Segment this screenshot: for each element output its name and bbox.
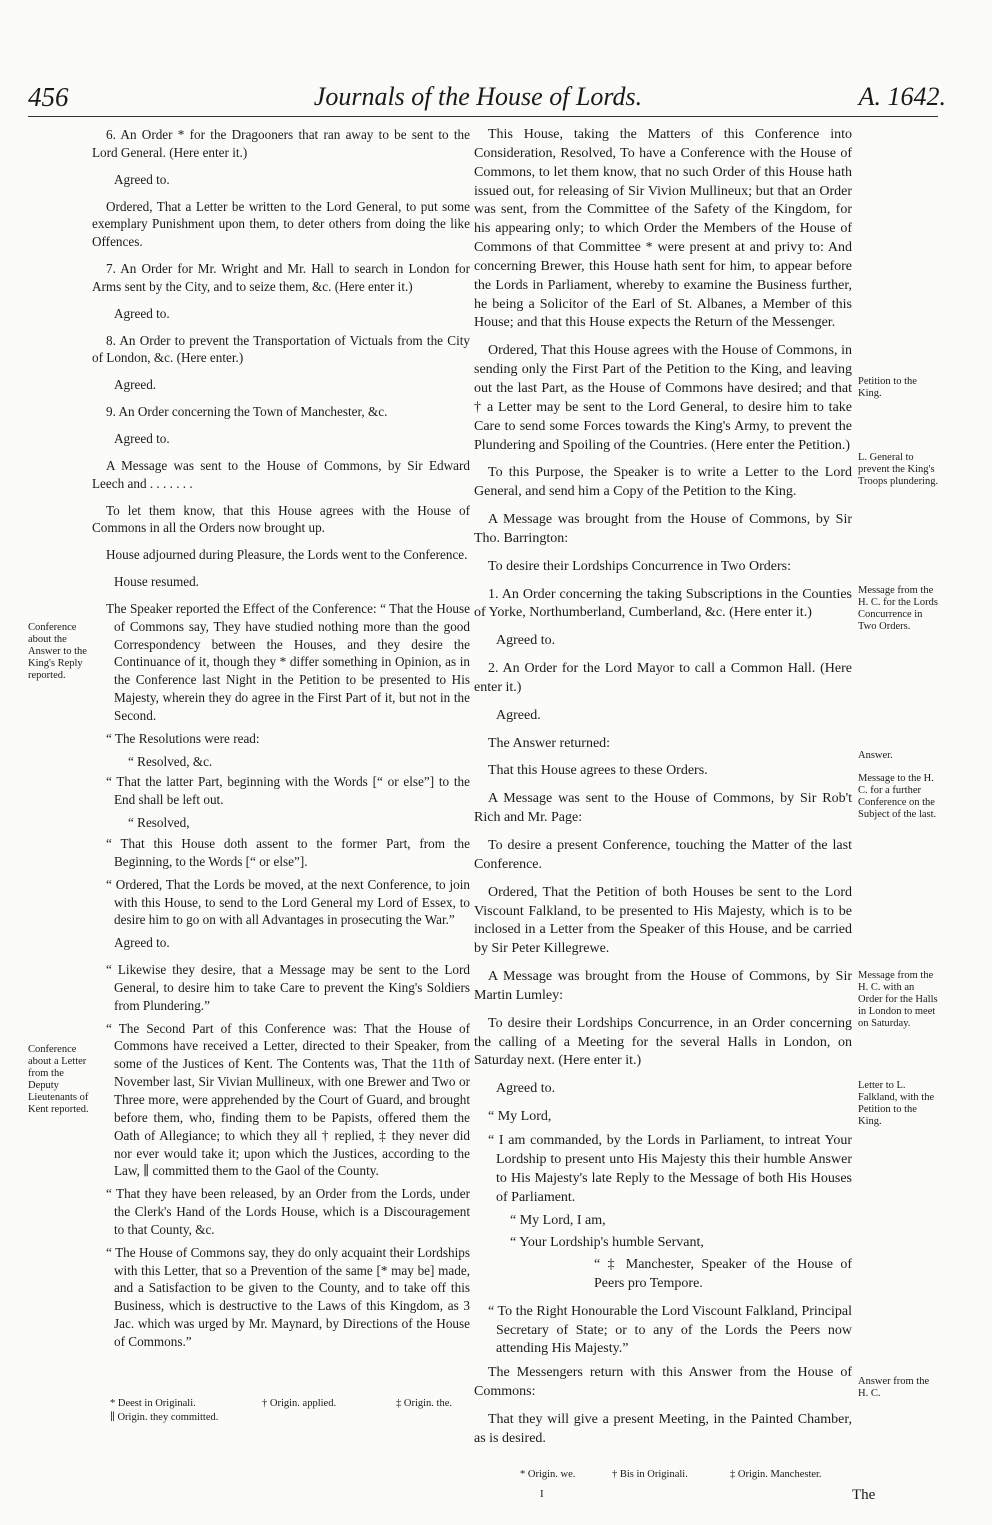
paragraph: This House, taking the Matters of this Conference into Consideration, Resolved, To have a Conference with the House of Commons, to let them know, that no such Order of this House hath issued out, for releasing of Sir Vivion Mullineux; but that an Order was sent, from the Committee of the Safety of the Kingdom, for his appearing only; to which Order the Members of the House of Commons of that Committee * were present at and privy to: And concerning Brewer, this House hath sent for him, to appear before the Lords in Parliament, whereby to examine the Business further, he being a Solicitor of the Earl of St. Albanes, a Member of this House; and that this House expects the Return of the Messenger. [474, 127, 852, 331]
margin-note: Conference about the Answer to the King's Reply reported. [28, 622, 87, 681]
page-header [28, 82, 946, 118]
right-column [474, 126, 852, 1458]
paragraph: The Answer returned: [488, 735, 611, 751]
paragraph: Agreed to. [114, 430, 170, 446]
margin-note: Conference about a Letter from the Deputy Lieutenants of Kent reported. [28, 1044, 89, 1115]
paragraph: “ Resolved, &c. [128, 753, 213, 769]
paragraph: “ That they have been released, by an Order from the Lords, under the Clerk's Hand of the Lords House, which is a Discouragement to that County, &c. [106, 1186, 470, 1237]
margin-note: Petition to the King. [858, 376, 917, 399]
margin-note: Message from the H. C. with an Order for the Halls in London to meet on Saturday. [858, 970, 938, 1029]
paragraph: A Message was sent to the House of Commons, by Sir Edward Leech and . . . . . . . [92, 457, 470, 491]
footnote: * Deest in Originali. [110, 1398, 196, 1409]
paragraph: Agreed to. [496, 1081, 556, 1097]
paragraph: To let them know, that this House agrees with the House of Commons in all the Orders now brought up. [92, 502, 470, 536]
paragraph: Agreed. [496, 707, 541, 723]
paragraph: Agreed to. [114, 305, 170, 321]
paragraph: That this House agrees to these Orders. [488, 763, 708, 779]
paragraph: “ My Lord, [488, 1109, 552, 1125]
paragraph: “ Your Lordship's humble Servant, [510, 1235, 704, 1251]
paragraph: Ordered, That this House agrees with the House of Commons, in sending only the First Part of the Petition to the King, and leaving out the last Part, as the House of Commons have desired; and that † a Letter may be sent to the Lord General, to desire him to take Care to send some Forces towards the King's Army, to prevent the Plundering and Spoiling of the Countries. (Here enter the Petition.) [474, 343, 852, 453]
footnote: ‡ Origin. the. [396, 1398, 452, 1409]
paragraph: Agreed. [114, 377, 157, 393]
paragraph: “ ‡ Manchester, Speaker of the House of Peers pro Tempore. [594, 1257, 852, 1291]
margin-note: Answer. [858, 750, 893, 761]
paragraph: “ That the latter Part, beginning with the Words [“ or else”] to the End shall be left out. [106, 774, 470, 808]
paragraph: “ Likewise they desire, that a Message may be sent to the Lord General, to desire him to take Care to prevent the King's Soldiers from Plundering.” [106, 962, 470, 1013]
paragraph: Agreed to. [114, 935, 170, 951]
footnote: ‡ Origin. Manchester. [730, 1469, 822, 1480]
paragraph: 6. An Order * for the Dragooners that ran away to be sent to the Lord General. (Here enter it.) [92, 127, 470, 160]
paragraph: To desire a present Conference, touching the Matter of the last Conference. [474, 838, 852, 872]
paragraph: The Messengers return with this Answer from the House of Commons: [474, 1365, 852, 1400]
paragraph: A Message was brought from the House of Commons, by Sir Tho. Barrington: [474, 512, 852, 546]
paragraph: To desire their Lordships Concurrence, in an Order concerning the calling of a Meeting for the several Halls in London, on Saturday next. (Here enter it.) [474, 1015, 852, 1069]
left-column [92, 126, 470, 1356]
margin-note: Message to the H. C. for a further Conference on the Subject of the last. [858, 773, 937, 820]
header-rule [28, 116, 938, 117]
paragraph: 9. An Order concerning the Town of Manchester, &c. [106, 404, 388, 420]
footnote: * Origin. we. [520, 1469, 576, 1480]
running-title: Journals of the House of Lords. [313, 82, 643, 111]
paragraph: “ My Lord, I am, [510, 1213, 606, 1229]
paragraph: House resumed. [114, 574, 199, 590]
signature-mark: I [540, 1488, 544, 1500]
paragraph: “ Ordered, That the Lords be moved, at the next Conference, to join with this House, to send to the Lord General my Lord of Essex, to desire him to go on with all Advantages in prosecuting the War.” [106, 876, 470, 928]
paragraph: House adjourned during Pleasure, the Lords went to the Conference. [106, 547, 468, 563]
margin-note: Message from the H. C. for the Lords Concurrence in Two Orders. [858, 585, 938, 632]
paragraph: To this Purpose, the Speaker is to write a Letter to the Lord General, and send him a Copy of the Petition to the King. [474, 465, 852, 500]
paragraph: “ The House of Commons say, they do only acquaint their Lordships with this Letter, that so a Prevention of the same [* may be] made, and a Satisfaction to be given to the County, and to take off this Business, which is destructive to the Laws of this Kingdom, as 3 Jac. which was urged by Mr. Maynard, by Directions of the House of Commons.” [106, 1244, 470, 1349]
paragraph: 2. An Order for the Lord Mayor to call a Common Hall. (Here enter it.) [474, 661, 852, 695]
catchword: The [852, 1487, 876, 1503]
margin-note: Letter to L. Falkland, with the Petition to the King. [858, 1080, 935, 1127]
paragraph: Agreed to. [114, 171, 170, 187]
paragraph: To desire their Lordships Concurrence in Two Orders: [488, 558, 791, 574]
page-number: 456 [28, 82, 69, 112]
paragraph: 1. An Order concerning the taking Subscriptions in the Counties of Yorke, Northumberland, Cumberland, &c. (Here enter it.) [474, 586, 852, 621]
margin-note: Answer from the H. C. [858, 1376, 930, 1399]
margin-note: L. General to prevent the King's Troops plundering. [858, 452, 939, 487]
paragraph: Agreed to. [496, 633, 556, 649]
paragraph: A Message was brought from the House of Commons, by Sir Martin Lumley: [474, 969, 852, 1003]
paragraph: “ The Resolutions were read: [106, 730, 260, 746]
paragraph: Ordered, That a Letter be written to the Lord General, to put some exemplary Punishment upon them, to deter others from doing the like Offences. [92, 198, 470, 250]
paragraph: Ordered, That the Petition of both Houses be sent to the Lord Viscount Falkland, to be presented to His Majesty, which is to be inclosed in a Letter from the Speaker of this House, and be carried by Sir Peter Killegrewe. [474, 884, 852, 957]
paragraph: The Speaker reported the Effect of the Conference: “ That the House of Commons say, They have studied nothing more than the good Correspondency between the Houses, and they desire the Continuance of it, though they * differ something in Opinion, as in the Conference last Night in the Petition to be presented to His Majesty, wherein they do agree in the First Part of it, but not in the Second. [106, 600, 470, 723]
paragraph: 8. An Order to prevent the Transportation of Victuals from the City of London, &c. (Here enter.) [92, 332, 470, 366]
paragraph: That they will give a present Meeting, in the Painted Chamber, as is desired. [474, 1411, 852, 1446]
paragraph: “ I am commanded, by the Lords in Parliament, to intreat Your Lordship to present unto His Majesty this their humble Answer to His Majesty's late Reply to the Message of both His Houses of Parliament. [488, 1132, 852, 1205]
year-heading: A. 1642. [858, 82, 946, 111]
paragraph: A Message was sent to the House of Commons, by Sir Rob't Rich and Mr. Page: [474, 791, 852, 826]
paragraph: “ Resolved, [128, 815, 190, 831]
paragraph: “ The Second Part of this Conference was: That the House of Commons have received a Letter, directed to their Speaker, from some of the Justices of Kent. The Contents was, That the 11th of November last, Sir Vivian Mullineux, with one Brewer and Two or Three more, were apprehended by the Court of Guard, and brought before them, who, finding them to be Papists, offered them the Oath of Allegiance; to which they all † replied, ‡ they never did nor ever would take it; upon which the Justices, according to the Law, ∥ committed them to the Gaol of the County. [106, 1020, 470, 1179]
paragraph: “ To the Right Honourable the Lord Viscount Falkland, Principal Secretary of State; or to any of the Lords the Peers now attending His Majesty.” [488, 1303, 852, 1357]
paragraph: 7. An Order for Mr. Wright and Mr. Hall to search in London for Arms sent by the City, and to seize them, &c. (Here enter it.) [92, 261, 470, 294]
footnote: ∥ Origin. they committed. [110, 1412, 219, 1423]
footnote: † Origin. applied. [262, 1398, 337, 1409]
paragraph: “ That this House doth assent to the former Part, from the Beginning, to the Words [“ or else”]. [106, 836, 470, 869]
footnote: † Bis in Originali. [612, 1469, 688, 1480]
